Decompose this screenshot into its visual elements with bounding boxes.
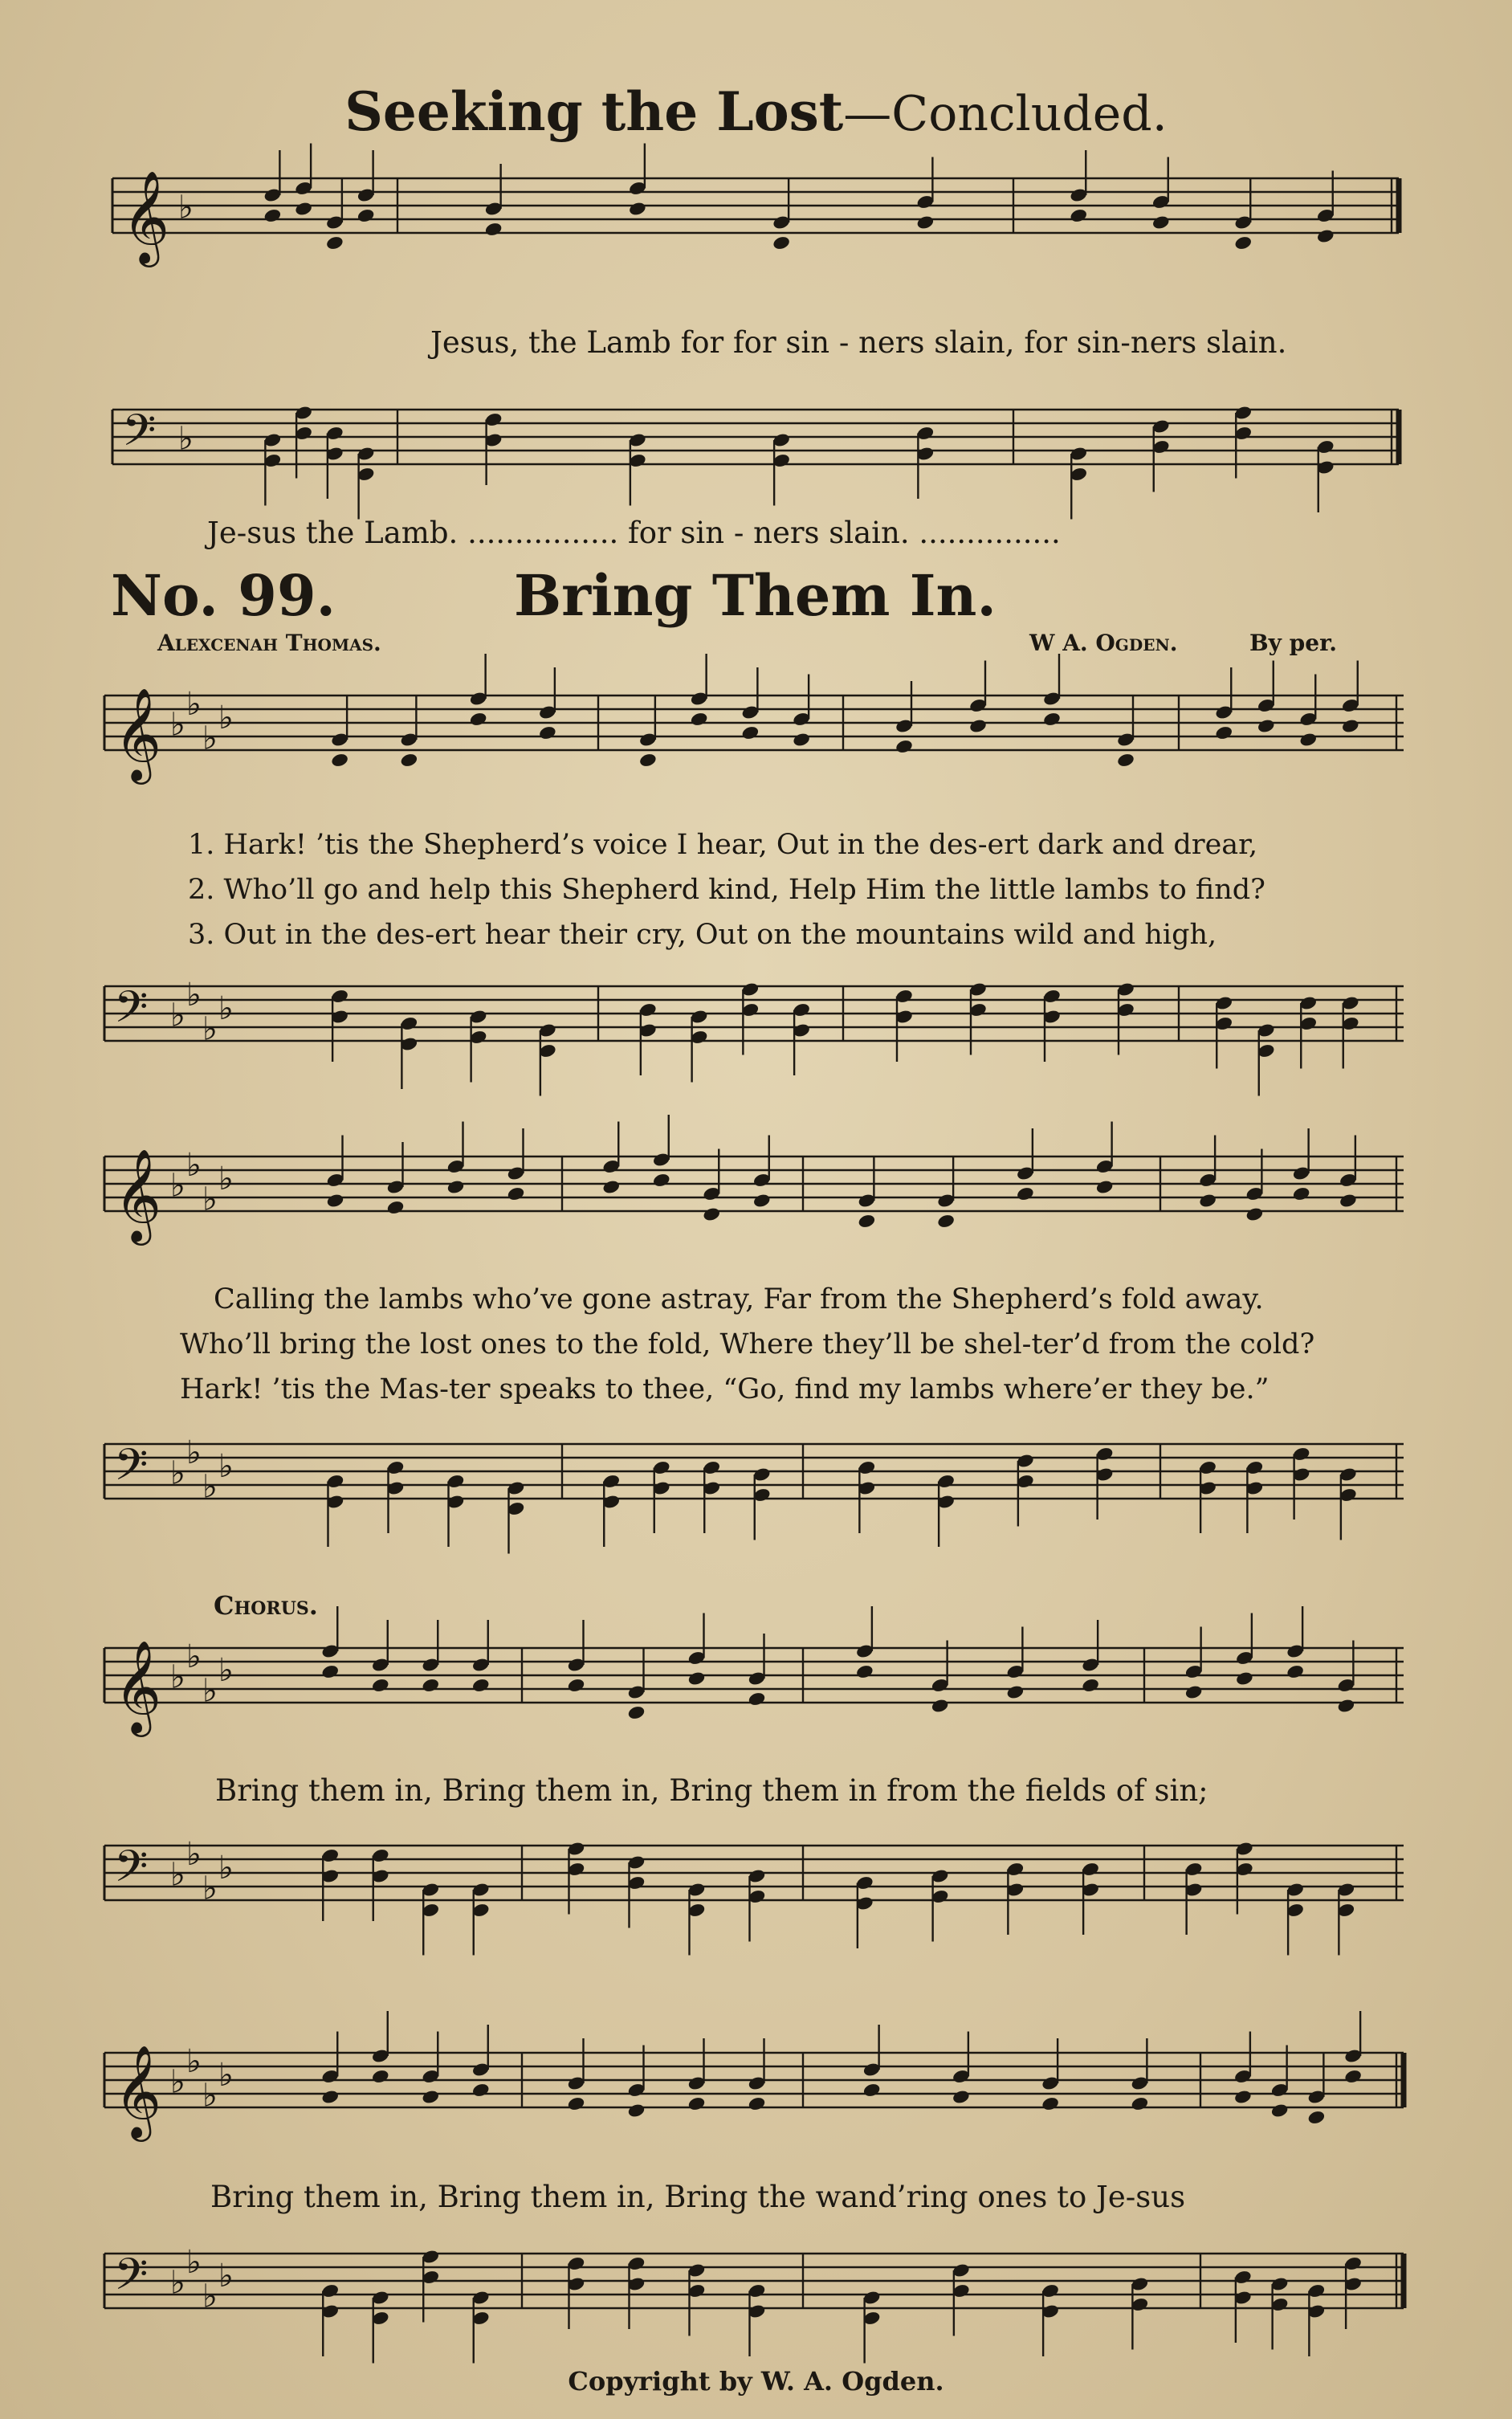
note-head [748, 1691, 767, 1707]
flat-icon: ♭ [202, 1870, 218, 1907]
flat-icon: ♭ [202, 720, 218, 757]
treble-clef-icon: 𝄞 [122, 169, 170, 263]
note-head [627, 1705, 646, 1721]
continuation-lyric-upper: Jesus, the Lamb for for sin - ners slain, for sin-ners slain. [430, 325, 1287, 360]
flat-icon: ♭ [202, 2077, 218, 2115]
note-head [858, 1214, 877, 1230]
note-head [1006, 1684, 1025, 1700]
note-head [538, 725, 557, 741]
note-head [1257, 718, 1276, 734]
note-head [916, 214, 935, 230]
note-head [1116, 753, 1135, 769]
copyright-notice: Copyright by W. A. Ogden. [568, 2366, 944, 2397]
flat-icon: ♭ [170, 2264, 185, 2302]
treble-clef-icon: 𝄞 [114, 687, 162, 781]
flat-icon: ♭ [186, 977, 202, 1014]
note-head [357, 208, 376, 224]
flat-icon: ♭ [218, 1161, 234, 1197]
chorus-line-2: Bring them in, Bring them in, Bring the wand’ring ones to Je-sus [210, 2180, 1186, 2214]
flat-icon: ♭ [186, 2043, 202, 2080]
flat-icon: ♭ [218, 990, 234, 1027]
note-head [628, 201, 647, 217]
note-head [1316, 228, 1335, 244]
hymn-composer: W A. Ogden. [1029, 630, 1178, 656]
note-head [952, 2089, 971, 2105]
flat-icon: ♭ [202, 2278, 218, 2315]
note-head [446, 1179, 466, 1195]
flat-icon: ♭ [218, 1652, 234, 1689]
flat-icon: ♭ [170, 1658, 185, 1696]
verse-2-line-2: Who’ll bring the lost ones to the fold, Where they’ll be shel-ter’d from the cold? [180, 1328, 1315, 1360]
note-head [895, 739, 914, 755]
note-head [421, 1678, 440, 1694]
note-head [1198, 1193, 1217, 1209]
note-head [567, 2096, 586, 2112]
note-head [1337, 1698, 1356, 1714]
note-head [371, 2069, 390, 2085]
note-head [702, 1206, 721, 1222]
bass-clef-icon: 𝄢 [114, 1439, 149, 1501]
note-head [400, 753, 419, 769]
flat-icon: ♭ [186, 2244, 202, 2281]
verse-1-line-2: Calling the lambs who’ve gone astray, Far from the Shepherd’s fold away. [214, 1283, 1264, 1316]
flat-icon: ♭ [170, 1454, 185, 1492]
note-head [325, 235, 344, 251]
note-head [320, 1664, 340, 1680]
note-head [1298, 732, 1318, 748]
bass-clef-icon: 𝄢 [114, 2249, 149, 2311]
continuation-lyric-lower: Je-sus the Lamb. ................ for sin - ners slain. ............... [207, 516, 1061, 550]
flat-icon: ♭ [202, 1181, 218, 1218]
note-head [326, 1193, 345, 1209]
flat-icon: ♭ [170, 1856, 185, 1894]
note-head [638, 753, 658, 769]
continuation-title-main: Seeking the Lost [344, 80, 844, 143]
flat-icon: ♭ [170, 1167, 185, 1205]
flat-icon: ♭ [186, 686, 202, 723]
flat-icon: ♭ [178, 189, 194, 226]
note-head [862, 2082, 882, 2099]
note-head [567, 1678, 586, 1694]
note-head [968, 718, 988, 734]
note-head [1343, 2069, 1363, 2085]
note-head [1339, 1193, 1358, 1209]
note-head [1245, 1206, 1265, 1222]
flat-icon: ♭ [186, 1836, 202, 1873]
note-head [386, 1200, 406, 1216]
note-head [294, 201, 313, 217]
note-head [1235, 1670, 1254, 1687]
note-head [1307, 2110, 1327, 2126]
bass-clef-icon: 𝄢 [114, 981, 149, 1043]
note-head [471, 2082, 491, 2099]
flat-icon: ♭ [186, 1147, 202, 1184]
note-head [320, 2089, 340, 2105]
continuation-title-suffix: —Concluded. [843, 86, 1168, 142]
note-head [1292, 1186, 1311, 1202]
note-head [471, 1678, 491, 1694]
flat-icon: ♭ [186, 1434, 202, 1471]
flat-icon: ♭ [202, 1672, 218, 1710]
flat-icon: ♭ [202, 1468, 218, 1506]
hymn-permission: By per. [1249, 630, 1338, 656]
verse-3-line-2: Hark! ’tis the Mas-ter speaks to thee, “Go, find my lambs where’er they be.” [180, 1373, 1270, 1405]
note-head [752, 1193, 772, 1209]
flat-icon: ♭ [218, 700, 234, 736]
verse-1-line-1: 1. Hark! ’tis the Shepherd’s voice I hear, Out in the des-ert dark and drear, [188, 829, 1258, 861]
flat-icon: ♭ [218, 2258, 234, 2295]
treble-clef-icon: 𝄞 [114, 1639, 162, 1733]
note-head [855, 1664, 874, 1680]
note-head [1131, 2096, 1150, 2112]
note-head [1184, 1684, 1204, 1700]
note-head [1042, 712, 1062, 728]
note-head [931, 1698, 950, 1714]
flat-icon: ♭ [178, 420, 194, 458]
note-head [748, 2096, 767, 2112]
note-head [484, 222, 503, 238]
note-head [330, 753, 349, 769]
continuation-title [0, 80, 1512, 143]
chorus-line-1: Bring them in, Bring them in, Bring them in from the fields of sin; [215, 1773, 1208, 1808]
note-head [1081, 1678, 1100, 1694]
note-head [1214, 725, 1233, 741]
note-head [687, 2096, 707, 2112]
flat-icon: ♭ [218, 1448, 234, 1485]
flat-icon: ♭ [218, 1850, 234, 1887]
note-head [1151, 214, 1171, 230]
note-head [1095, 1179, 1115, 1195]
note-head [687, 1670, 707, 1687]
note-head [936, 1214, 956, 1230]
hymn-number: No. 99. [111, 562, 336, 629]
treble-clef-icon: 𝄞 [114, 2044, 162, 2138]
note-head [652, 1173, 671, 1189]
note-head [601, 1179, 621, 1195]
note-head [1341, 718, 1360, 734]
note-head [1041, 2096, 1060, 2112]
note-head [371, 1678, 390, 1694]
bass-clef-icon: 𝄢 [114, 1841, 149, 1903]
treble-clef-icon: 𝄞 [114, 1148, 162, 1242]
note-head [507, 1186, 526, 1202]
flat-icon: ♭ [170, 2063, 185, 2101]
note-head [627, 2103, 646, 2119]
hymn-title: Bring Them In. [514, 562, 996, 629]
verse-2-line-1: 2. Who’ll go and help this Shepherd kind, Help Him the little lambs to find? [188, 874, 1265, 906]
note-head [1069, 208, 1088, 224]
flat-icon: ♭ [170, 997, 185, 1034]
note-head [469, 712, 488, 728]
bass-clef-icon: 𝄢 [122, 405, 157, 467]
note-head [741, 725, 760, 741]
note-head [421, 2089, 440, 2105]
flat-icon: ♭ [218, 2057, 234, 2094]
verse-3-line-1: 3. Out in the des-ert hear their cry, Out on the mountains wild and high, [188, 919, 1217, 951]
note-head [1233, 2089, 1253, 2105]
note-head [1270, 2103, 1290, 2119]
note-head [792, 732, 811, 748]
note-head [772, 235, 791, 251]
note-head [690, 712, 709, 728]
flat-icon: ♭ [186, 1638, 202, 1675]
note-head [1016, 1186, 1035, 1202]
flat-icon: ♭ [202, 1010, 218, 1048]
flat-icon: ♭ [170, 706, 185, 744]
chorus-label: Chorus. [214, 1590, 318, 1621]
note-head [263, 208, 283, 224]
note-head [1233, 235, 1253, 251]
note-head [1286, 1664, 1305, 1680]
hymn-author: Alexcenah Thomas. [157, 630, 381, 656]
